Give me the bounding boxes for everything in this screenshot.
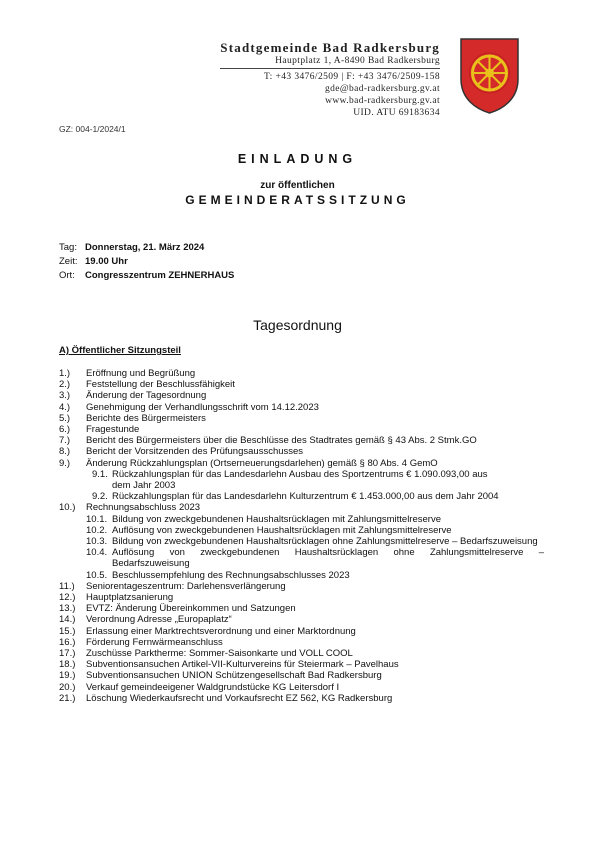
item-number: 6.) bbox=[59, 424, 71, 436]
agenda-item bbox=[59, 659, 544, 670]
agenda-subitem bbox=[59, 536, 544, 547]
subitem-text: Rückzahlungsplan für das Landesdarlehn Kulturzentrum € 1.453.000,00 aus dem Jahr 2004 bbox=[112, 491, 499, 503]
item-number: 17.) bbox=[59, 648, 76, 660]
agenda-item bbox=[59, 368, 544, 379]
item-text: Bericht des Bürgermeisters über die Beschlüsse des Stadtrates gemäß § 43 Abs. 2 Stmk.GO bbox=[86, 435, 477, 447]
item-number: 14.) bbox=[59, 614, 76, 626]
item-text: Eröffnung und Begrüßung bbox=[86, 368, 196, 379]
item-number: 1.) bbox=[59, 368, 71, 379]
section-heading: A) Öffentlicher Sitzungsteil bbox=[59, 345, 181, 356]
subitem-text: Bildung von zweckgebundenen Haushaltsrücklagen ohne Zahlungsmittelreserve – Bedarfszuweisung bbox=[112, 536, 538, 548]
subitem-text: Rückzahlungsplan für das Landesdarlehn Ausbau des Sportzentrums € 1.090.093,00 aus dem Jahr 2003 bbox=[112, 468, 488, 492]
municipality-uid: UID. ATU 69183634 bbox=[353, 108, 440, 118]
agenda-item bbox=[59, 413, 544, 424]
agenda-item bbox=[59, 435, 544, 446]
item-number: 18.) bbox=[59, 659, 76, 671]
agenda-item bbox=[59, 592, 544, 603]
item-text: Verkauf gemeindeeigener Waldgrundstücke KG Leitersdorf I bbox=[86, 681, 340, 693]
location-label: Ort: bbox=[59, 270, 75, 281]
agenda-subitem bbox=[59, 525, 544, 536]
item-text: Genehmigung der Verhandlungsschrift vom 14.12.2023 bbox=[86, 401, 319, 413]
item-text: Seniorentageszentrum: Darlehensverlängerung bbox=[86, 580, 286, 592]
item-text: Änderung der Tagesordnung bbox=[86, 390, 207, 402]
item-number: 20.) bbox=[59, 681, 76, 693]
agenda-item bbox=[59, 637, 544, 648]
item-number: 16.) bbox=[59, 636, 76, 648]
item-text: Subventionsansuchen UNION Schützengesellschaft Bad Radkersburg bbox=[86, 670, 382, 682]
item-text: Zuschüsse Parktherme: Sommer-Saisonkarte und VOLL COOL bbox=[86, 648, 353, 660]
agenda-item bbox=[59, 446, 544, 457]
subitem-number: 10.3. bbox=[86, 536, 108, 548]
item-text: Erlassung einer Marktrechtsverordnung und einer Marktordnung bbox=[86, 625, 356, 637]
date-label: Tag: bbox=[59, 242, 77, 253]
item-number: 2.) bbox=[59, 379, 71, 391]
municipality-address: Hauptplatz 1, A-8490 Bad Radkersburg bbox=[275, 56, 440, 66]
item-text: Fragestunde bbox=[86, 424, 140, 436]
subitem-text: Bildung von zweckgebundenen Haushaltsrücklagen mit Zahlungsmittelreserve bbox=[112, 513, 441, 525]
subitem-text: Auflösung von zweckgebundenen Haushaltsrücklagen ohne Zahlungsmittelreserve – Bedarfszuweisung bbox=[112, 547, 544, 570]
subitem-number: 10.1. bbox=[86, 513, 108, 525]
agenda-subitem bbox=[59, 547, 544, 569]
agenda-subitem bbox=[59, 491, 544, 502]
letterhead bbox=[220, 40, 440, 119]
item-text: Subventionsansuchen Artikel-VII-Kulturvereins für Steiermark – Pavelhaus bbox=[86, 659, 399, 671]
item-text: Feststellung der Beschlussfähigkeit bbox=[86, 379, 235, 391]
municipality-phone: T: +43 3476/2509 | F: +43 3476/2509-158 bbox=[263, 72, 440, 82]
municipality-website[interactable]: www.bad-radkersburg.gv.at bbox=[325, 96, 440, 106]
agenda-subitem bbox=[59, 570, 544, 581]
document-subtitle: zur öffentlichen bbox=[260, 180, 335, 191]
subitem-number: 10.4. bbox=[86, 547, 108, 559]
item-number: 7.) bbox=[59, 435, 71, 447]
agenda-item bbox=[59, 648, 544, 659]
reference-number: GZ: 004-1/2024/1 bbox=[59, 124, 126, 134]
subitem-text: Auflösung von zweckgebundenen Haushaltsrücklagen mit Zahlungsmittelreserve bbox=[112, 524, 452, 536]
time-label: Zeit: bbox=[59, 256, 78, 267]
agenda-item bbox=[59, 603, 544, 614]
item-number: 12.) bbox=[59, 592, 76, 604]
letterhead-divider bbox=[220, 68, 440, 69]
subitem-number: 9.2. bbox=[92, 491, 108, 503]
meeting-location bbox=[59, 269, 234, 283]
item-text: Berichte des Bürgermeisters bbox=[86, 412, 206, 424]
agenda-item bbox=[59, 614, 544, 625]
session-title: GEMEINDERATSSITZUNG bbox=[185, 193, 410, 207]
item-number: 5.) bbox=[59, 412, 71, 424]
subitem-number: 9.1. bbox=[92, 468, 108, 480]
meeting-date bbox=[59, 241, 204, 255]
meeting-time bbox=[59, 255, 128, 269]
item-text: Hauptplatzsanierung bbox=[86, 592, 174, 604]
item-number: 15.) bbox=[59, 625, 76, 637]
item-number: 8.) bbox=[59, 446, 71, 458]
agenda-item bbox=[59, 379, 544, 390]
item-number: 19.) bbox=[59, 670, 76, 682]
item-text: Verordnung Adresse „Europaplatz“ bbox=[86, 614, 232, 626]
item-text: Löschung Wiederkaufsrecht und Vorkaufsrecht EZ 562, KG Radkersburg bbox=[86, 692, 393, 704]
subitem-text: Beschlussempfehlung des Rechnungsabschlusses 2023 bbox=[112, 569, 350, 581]
agenda-item bbox=[59, 682, 544, 693]
item-number: 10.) bbox=[59, 502, 76, 514]
item-number: 21.) bbox=[59, 692, 76, 704]
document-title: EINLADUNG bbox=[237, 152, 358, 166]
item-number: 13.) bbox=[59, 603, 76, 615]
item-number: 4.) bbox=[59, 401, 71, 413]
agenda-item bbox=[59, 670, 544, 681]
item-text: EVTZ: Änderung Übereinkommen und Satzungen bbox=[86, 603, 296, 615]
location-value: Congresszentrum ZEHNERHAUS bbox=[85, 270, 235, 281]
agenda-item bbox=[59, 424, 544, 435]
agenda-heading: Tagesordnung bbox=[253, 317, 342, 333]
agenda-item bbox=[59, 390, 544, 401]
time-value: 19.00 Uhr bbox=[85, 256, 128, 267]
item-text: Rechnungsabschluss 2023 bbox=[86, 502, 201, 514]
agenda-item bbox=[59, 581, 544, 592]
item-text: Förderung Fernwärmeanschluss bbox=[86, 636, 223, 648]
coat-of-arms-wheel-icon bbox=[459, 37, 520, 115]
agenda-item bbox=[59, 693, 544, 704]
agenda-subitem bbox=[59, 469, 544, 491]
municipality-name: Stadtgemeinde Bad Radkersburg bbox=[220, 40, 440, 55]
item-text: Bericht der Vorsitzenden des Prüfungsausschusses bbox=[86, 446, 304, 458]
agenda-item bbox=[59, 502, 544, 513]
agenda-list bbox=[59, 368, 544, 704]
agenda-subitem bbox=[59, 514, 544, 525]
agenda-item bbox=[59, 402, 544, 413]
agenda-item bbox=[59, 626, 544, 637]
item-text: Änderung Rückzahlungsplan (Ortserneuerungsdarlehen) gemäß § 80 Abs. 4 GemO bbox=[86, 457, 438, 469]
item-number: 9.) bbox=[59, 457, 71, 469]
agenda-item bbox=[59, 458, 544, 469]
item-number: 11.) bbox=[59, 580, 75, 592]
municipality-email[interactable]: gde@bad-radkersburg.gv.at bbox=[324, 84, 440, 94]
date-value: Donnerstag, 21. März 2024 bbox=[85, 242, 205, 253]
subitem-number: 10.5. bbox=[86, 569, 108, 581]
item-number: 3.) bbox=[59, 390, 71, 402]
subitem-number: 10.2. bbox=[86, 524, 108, 536]
